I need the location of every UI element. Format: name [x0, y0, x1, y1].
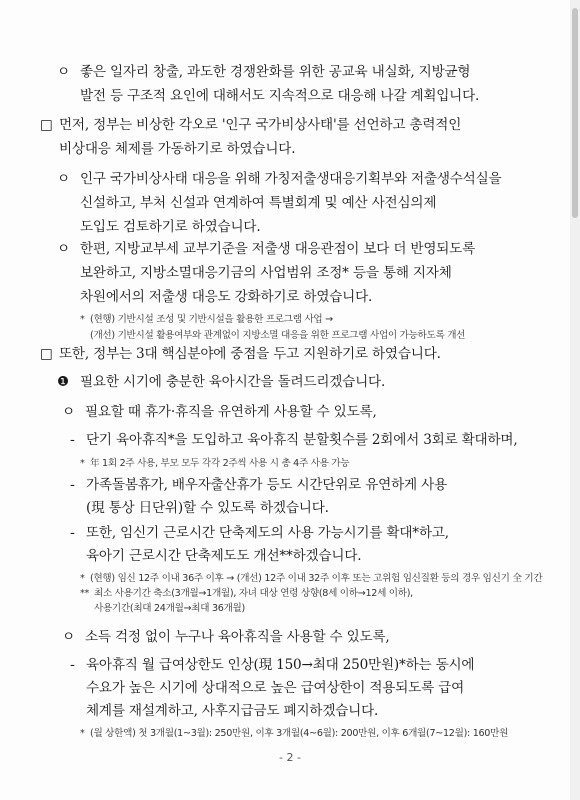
square-bullet: □: [40, 117, 53, 133]
dash-bullet: -: [70, 525, 75, 541]
footnote-line: (월 상한액) 첫 3개월(1~3월): 250만원, 이후 3개월(4~6월): 200만원, 이후 6개월(7~12월): 160만원: [90, 728, 509, 739]
circle-bullet: ㅇ: [62, 629, 76, 645]
circle-bullet: ㅇ: [57, 241, 71, 257]
circle-bullet: ㅇ: [57, 171, 71, 187]
footnote-line: 사용기간(최대 24개월→최대 36개월): [94, 603, 245, 614]
paragraph-line: 차원에서의 저출생 대응도 강화하기로 하였습니다.: [80, 289, 373, 305]
paragraph-line: (現 통상 日단위)할 수 있도록 하겠습니다.: [86, 500, 329, 516]
paragraph-line: 보완하고, 지방소멸대응기금의 사업범위 조정* 등을 통해 지자체: [80, 265, 452, 281]
paragraph-line: 비상대응 체제를 가동하기로 하였습니다.: [59, 141, 296, 157]
note-marker: *: [80, 458, 85, 469]
paragraph-line: 한편, 지방교부세 교부기준을 저출생 대응관점이 보다 더 반영되도록: [80, 241, 476, 257]
note-marker: **: [80, 588, 89, 599]
section-heading: 필요한 시기에 충분한 육아시간을 돌려드리겠습니다.: [80, 374, 386, 390]
footnote-line: (현행) 임신 12주 이내 36주 이후 → (개선) 12주 이내 32주 이후 또는 고위험 임신질환 등의 경우 임신기 全 기간: [90, 573, 543, 584]
paragraph-line: 또한, 임신기 근로시간 단축제도의 사용 가능시기를 확대*하고,: [86, 525, 449, 541]
paragraph-line: 또한, 정부는 3대 핵심분야에 중점을 두고 지원하기로 하였습니다.: [59, 346, 441, 362]
paragraph-line: 필요할 때 휴가·휴직을 유연하게 사용할 수 있도록,: [85, 404, 377, 420]
square-bullet: □: [40, 346, 53, 362]
footnote-line: 年 1회 2주 사용, 부모 모두 각각 2주씩 사용 시 총 4주 사용 가능: [90, 458, 350, 469]
paragraph-line: 소득 걱정 없이 누구나 육아휴직을 사용할 수 있도록,: [85, 629, 390, 645]
paragraph-line: 좋은 일자리 창출, 과도한 경쟁완화를 위한 공교육 내실화, 지방균형: [80, 64, 471, 80]
circle-bullet: ㅇ: [57, 64, 71, 80]
note-marker: *: [80, 573, 85, 584]
footnote-line: 최소 사용기간 축소(3개월→1개월), 자녀 대상 연령 상향(8세 이하→12세 이하),: [94, 588, 413, 599]
paragraph-line: 가족돌봄휴가, 배우자출산휴가 등도 시간단위로 유연하게 사용: [86, 477, 447, 493]
footnote-line: (현행) 기반시설 조성 및 기반시설을 활용한 프로그램 사업 →: [90, 314, 333, 325]
footnote-line: (개선) 기반시설 활용여부와 관계없이 지방소멸 대응을 위한 프로그램 사업이 가능하도록 개선: [90, 330, 466, 341]
dash-bullet: -: [70, 432, 75, 448]
paragraph-line: 인구 국가비상사태 대응을 위해 가칭저출생대응기획부와 저출생수석실을: [80, 171, 502, 187]
scrollbar-thumb[interactable]: [572, 8, 578, 218]
paragraph-line: 먼저, 정부는 비상한 각오로 '인구 국가비상사태'를 선언하고 총력적인: [59, 117, 462, 133]
paragraph-line: 체계를 재설계하고, 사후지급금도 폐지하겠습니다.: [86, 703, 379, 719]
note-marker: *: [80, 314, 85, 325]
vertical-scrollbar[interactable]: [570, 0, 580, 800]
paragraph-line: 수요가 높은 시기에 상대적으로 높은 급여상한이 적용되도록 급여: [86, 680, 464, 696]
paragraph-line: 육아휴직 월 급여상한도 인상(現 150→최대 250만원)*하는 동시에: [86, 657, 475, 673]
dash-bullet: -: [70, 477, 75, 493]
paragraph-line: 신설하고, 부처 신설과 연계하여 특별회계 및 예산 사전심의제: [80, 195, 437, 211]
numbered-marker: ❶: [57, 374, 70, 390]
page-number: - 2 -: [279, 751, 301, 764]
paragraph-line: 단기 육아휴직*을 도입하고 육아휴직 분할횟수를 2회에서 3회로 확대하며,: [86, 432, 518, 448]
circle-bullet: ㅇ: [62, 404, 76, 420]
paragraph-line: 육아기 근로시간 단축제도도 개선**하겠습니다.: [86, 548, 362, 564]
dash-bullet: -: [70, 657, 75, 673]
paragraph-line: 도입도 검토하기로 하였습니다.: [80, 219, 261, 235]
note-marker: *: [80, 728, 85, 739]
paragraph-line: 발전 등 구조적 요인에 대해서도 지속적으로 대응해 나갈 계획입니다.: [80, 88, 480, 104]
